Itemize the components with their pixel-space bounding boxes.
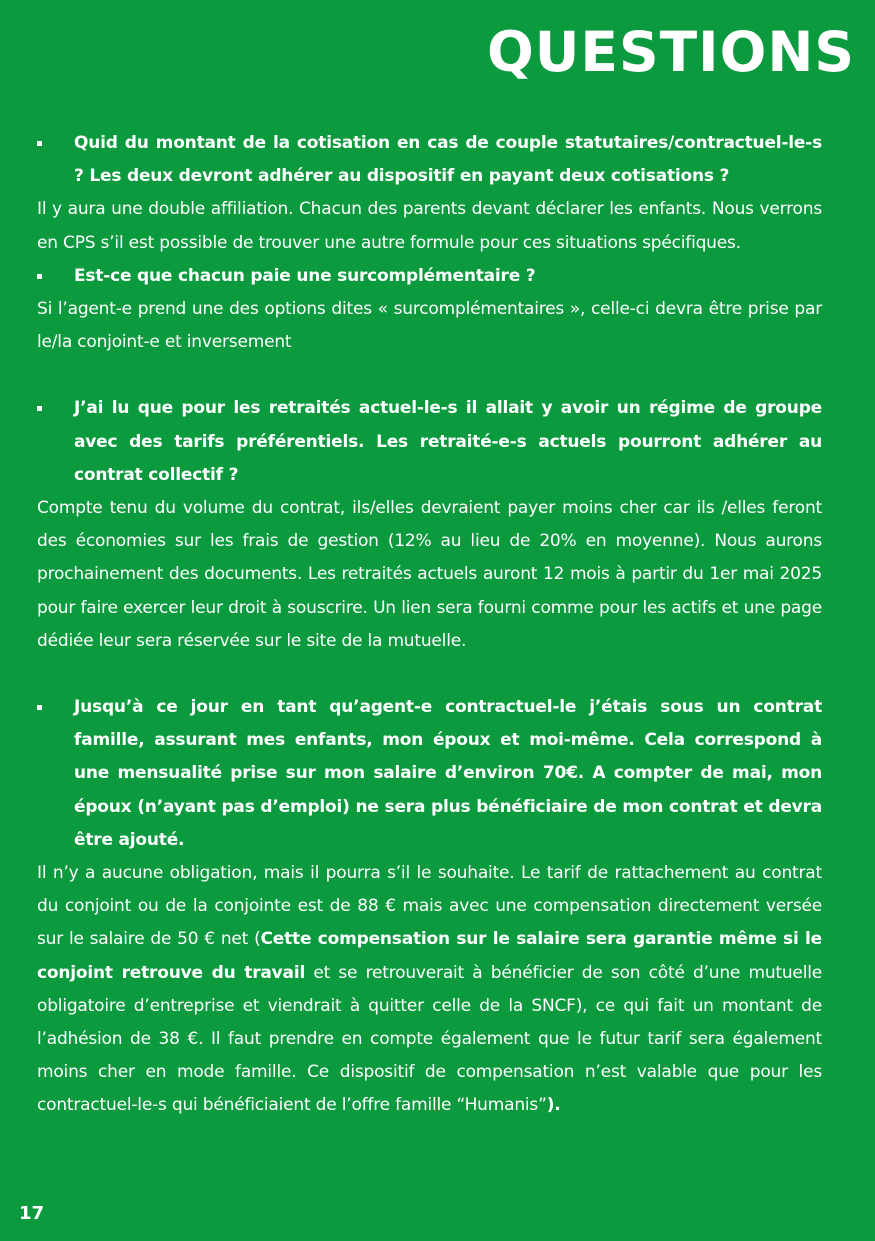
question-4 xyxy=(37,691,822,857)
answer-3: Compte tenu du volume du contrat, ils/elles devraient payer moins cher car ils /elles feront des économies sur les frais de gestion (12% au lieu de 20% en moyenne). Nous aurons prochainement des documents. Les retraités actuels auront 12 mois à partir du 1er mai 2025 pour faire exercer leur droit à souscrire. Un lien sera fourni comme pour les actifs et une page dédiée leur sera réservée sur le site de la mutuelle. xyxy=(37,498,822,651)
question-text: Est-ce que chacun paie une surcomplémentaire ? xyxy=(74,265,536,286)
spacer xyxy=(37,359,822,392)
answer-4 xyxy=(37,857,822,1123)
bullet-icon xyxy=(37,406,42,411)
question-text: J’ai lu que pour les retraités actuel-le-s il allait y avoir un régime de groupe avec des tarifs préférentiels. Les retraité-e-s actuels pourront adhérer au contrat collectif ? xyxy=(74,398,822,485)
spacer xyxy=(37,658,822,691)
answer-highlight: Cette compensation sur le salaire sera garantie même si le conjoint retrouve du travail xyxy=(37,929,822,983)
bullet-icon xyxy=(37,141,42,146)
answer-closing: ). xyxy=(546,1095,561,1116)
answer-1: Il y aura une double affiliation. Chacun des parents devant déclarer les enfants. Nous verrons en CPS s’il est possible de trouver une autre formule pour ces situations spécifiques. xyxy=(37,199,822,253)
question-text: Quid du montant de la cotisation en cas de couple statutaires/contractuel-le-s ? Les deux devront adhérer au dispositif en payant deux cotisations ? xyxy=(74,133,822,187)
bullet-icon xyxy=(37,705,42,710)
question-text: Jusqu’à ce jour en tant qu’agent-e contractuel-le j’étais sous un contrat famille, assurant mes enfants, mon époux et moi-même. Cela correspond à une mensualité prise sur mon salaire d’environ 70€. A compter de mai, mon époux (n’ayant pas d’emploi) ne sera plus bénéficiaire de mon contrat et devra être ajouté. xyxy=(74,697,822,850)
question-1 xyxy=(37,127,822,193)
answer-text: Il n’y a aucune obligation, mais il pourra s’il le souhaite. Le tarif de rattachement au contrat du conjoint ou de la conjointe est de 88 € mais avec une compensation directement versée sur le salaire de 50 € net ( xyxy=(37,863,822,950)
answer-2: Si l’agent-e prend une des options dites « surcomplémentaires », celle-ci devra être prise par le/la conjoint-e et inversement xyxy=(37,299,822,353)
question-3 xyxy=(37,392,822,492)
page-number: 17 xyxy=(19,1203,45,1224)
faq-content xyxy=(37,127,822,1123)
question-2 xyxy=(37,260,822,293)
page-title: QUESTIONS xyxy=(487,20,855,84)
bullet-icon xyxy=(37,274,42,279)
answer-text: et se retrouverait à bénéficier de son côté d’une mutuelle obligatoire d’entreprise et viendrait à quitter celle de la SNCF), ce qui fait un montant de l’adhésion de 38 €. Il faut prendre en compte également que le futur tarif sera également moins cher en mode famille. Ce dispositif de compensation n’est valable que pour les contractuel-le-s qui bénéficiaient de l’offre famille “Humanis” xyxy=(37,962,822,1116)
